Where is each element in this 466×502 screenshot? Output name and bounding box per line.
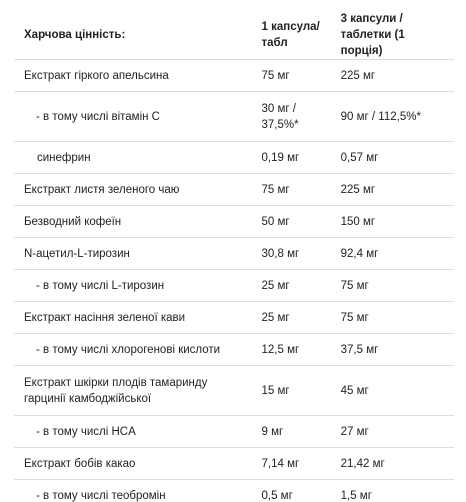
ingredient-name: - в тому числі L-тирозин [14,270,252,302]
per-serving-value: 75 мг [331,270,454,302]
per-capsule-value: 7,14 мг [252,448,331,480]
table-row [14,334,454,366]
nutrition-table [14,11,454,502]
per-serving-value: 0,57 мг [331,142,454,174]
per-capsule-value: 12,5 мг [252,334,331,366]
per-serving-value: 27 мг [331,416,454,448]
table-row [14,366,454,416]
table-row [14,302,454,334]
ingredient-name: N-ацетил-L-тирозин [14,238,252,270]
per-capsule-value: 30,8 мг [252,238,331,270]
per-capsule-value: 75 мг [252,60,331,92]
ingredient-name: Безводний кофеїн [14,206,252,238]
header-per-serving: 3 капсули / таблетки (1 порція) [340,13,405,57]
ingredient-name: - в тому числі хлорогенові кислоти [14,334,252,366]
per-serving-value: 90 мг / 112,5%* [331,92,454,142]
ingredient-name: Екстракт листя зеленого чаю [14,174,252,206]
per-capsule-value: 30 мг / 37,5%* [252,92,331,142]
table-row [14,142,454,174]
ingredient-name: - в тому числі HCA [14,416,252,448]
table-row [14,448,454,480]
table-row [14,174,454,206]
per-serving-value: 21,42 мг [331,448,454,480]
ingredient-name: Екстракт шкірки плодів тамаринду гарцинії камбоджійської [14,366,252,416]
ingredient-name: Екстракт гіркого апельсина [14,60,252,92]
ingredient-name: - в тому числі вітамін С [14,92,252,142]
per-capsule-value: 9 мг [252,416,331,448]
per-capsule-value: 75 мг [252,174,331,206]
per-capsule-value: 25 мг [252,270,331,302]
per-capsule-value: 25 мг [252,302,331,334]
per-serving-value: 92,4 мг [331,238,454,270]
per-serving-value: 225 мг [331,60,454,92]
header-nutrition-value: Харчова цінність: [24,29,126,41]
per-capsule-value: 15 мг [252,366,331,416]
ingredient-name: - в тому числі теобромін [14,480,252,502]
table-header-row [14,11,454,60]
per-capsule-value: 0,5 мг [252,480,331,502]
per-capsule-value: 50 мг [252,206,331,238]
table-row [14,416,454,448]
ingredient-name: Екстракт насіння зеленої кави [14,302,252,334]
table-row [14,92,454,142]
per-serving-value: 225 мг [331,174,454,206]
table-row [14,60,454,92]
per-serving-value: 45 мг [331,366,454,416]
ingredient-name: Екстракт бобів какао [14,448,252,480]
ingredient-name: синефрин [14,142,252,174]
per-serving-value: 75 мг [331,302,454,334]
per-serving-value: 37,5 мг [331,334,454,366]
table-row [14,206,454,238]
per-serving-value: 150 мг [331,206,454,238]
header-per-capsule: 1 капсула/ табл [261,21,320,49]
table-row [14,480,454,502]
table-row [14,270,454,302]
per-serving-value: 1,5 мг [331,480,454,502]
per-capsule-value: 0,19 мг [252,142,331,174]
table-row [14,238,454,270]
